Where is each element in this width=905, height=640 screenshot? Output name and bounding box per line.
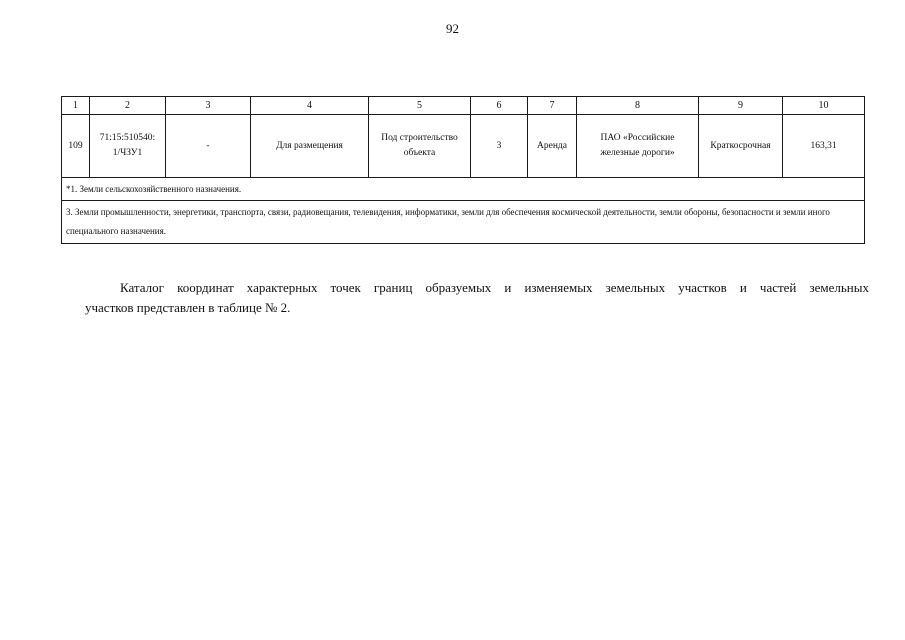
- cadastral-number-line-1: 71:15:510540:: [99, 133, 156, 143]
- table-note-row: [62, 178, 865, 201]
- row-number-cell: 109: [62, 115, 90, 178]
- header-cell-1: 1: [62, 97, 90, 115]
- usage-line-1: Под строительство: [381, 133, 458, 143]
- purpose-cell: Для размещения: [251, 115, 369, 178]
- header-cell-6: 6: [471, 97, 528, 115]
- note-agricultural: *1. Земли сельскохозяйственного назначения.: [62, 178, 865, 201]
- header-cell-10: 10: [783, 97, 865, 115]
- right-type-cell: Аренда: [528, 115, 577, 178]
- term-cell: Краткосрочная: [699, 115, 783, 178]
- column-3-cell: -: [166, 115, 251, 178]
- holder-cell: [577, 115, 699, 178]
- table-row: [62, 115, 865, 178]
- holder-line-2: железные дороги»: [600, 148, 675, 158]
- area-cell: 163,31: [783, 115, 865, 178]
- page-number: 92: [446, 21, 459, 36]
- land-plot-table: [61, 96, 865, 244]
- cadastral-number-line-2: 1/ЧЗУ1: [112, 148, 143, 158]
- catalog-paragraph-line-2: участков представлен в таблице № 2.: [85, 300, 291, 315]
- table-header-row: [62, 97, 865, 115]
- catalog-paragraph-line-1: Каталог координат характерных точек границ образуемых и изменяемых земельных участков и частей земельных: [120, 280, 869, 295]
- header-cell-7: 7: [528, 97, 577, 115]
- cadastral-number-cell: [90, 115, 166, 178]
- note-industrial: 3. Земли промышленности, энергетики, транспорта, связи, радиовещания, телевидения, информатики, земли для обеспечения космической деятельности, земли обороны, безопасности и земли иного специального назначения.: [62, 201, 865, 244]
- header-cell-2: 2: [90, 97, 166, 115]
- holder-line-1: ПАО «Российские: [600, 133, 675, 143]
- land-category-cell: 3: [471, 115, 528, 178]
- catalog-paragraph: [85, 278, 869, 318]
- table-note-row: [62, 201, 865, 244]
- header-cell-9: 9: [699, 97, 783, 115]
- usage-cell: [369, 115, 471, 178]
- header-cell-8: 8: [577, 97, 699, 115]
- usage-line-2: объекта: [403, 148, 436, 158]
- header-cell-3: 3: [166, 97, 251, 115]
- header-cell-5: 5: [369, 97, 471, 115]
- header-cell-4: 4: [251, 97, 369, 115]
